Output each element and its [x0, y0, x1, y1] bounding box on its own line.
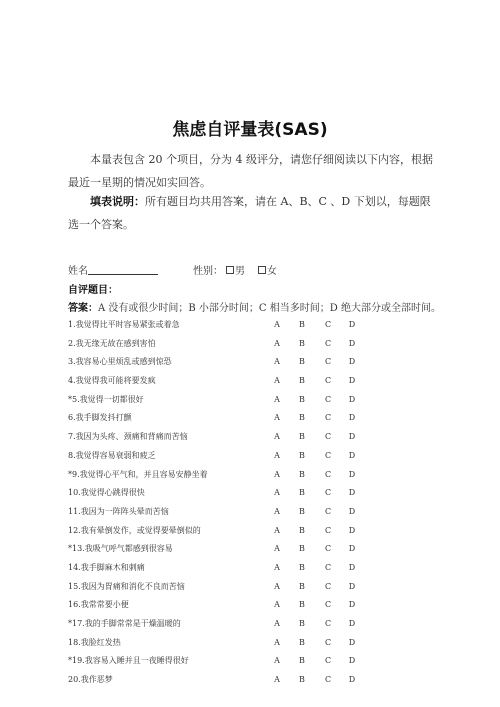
question-text: 20.我作恶梦 [68, 675, 113, 685]
question-text: 1.我觉得比平时容易紧张或着急 [68, 320, 180, 329]
option-a[interactable]: A [274, 656, 280, 666]
option-d[interactable]: D [348, 656, 356, 666]
option-c[interactable]: C [324, 320, 332, 329]
instructions-label: 填表说明： [90, 195, 145, 208]
option-b[interactable]: B [299, 338, 305, 348]
sex-field [193, 262, 277, 277]
option-b[interactable]: B [299, 488, 305, 498]
sex-label: 性别： [193, 266, 223, 277]
option-a[interactable]: A [274, 488, 280, 498]
option-b[interactable]: B [299, 544, 305, 554]
question-row [68, 430, 368, 449]
answer-key [68, 299, 448, 314]
option-d[interactable]: D [348, 600, 356, 610]
option-c[interactable]: C [324, 338, 332, 348]
option-d[interactable]: D [348, 544, 356, 554]
option-b[interactable]: B [299, 656, 305, 666]
option-d[interactable]: D [348, 619, 356, 628]
respondent-info-row [68, 262, 448, 276]
option-b[interactable]: B [299, 562, 305, 572]
question-text: *9.我觉得心平气和，并且容易安静坐着 [68, 469, 208, 479]
option-b[interactable]: B [299, 469, 305, 479]
question-text: *13.我吸气呼气都感到很容易 [68, 544, 173, 554]
option-c[interactable]: C [324, 600, 332, 610]
question-text: 10.我觉得心跳得很快 [68, 488, 145, 498]
option-c[interactable]: C [324, 469, 332, 479]
option-b[interactable]: B [299, 413, 305, 423]
question-text: *19.我容易入睡并且一夜睡得很好 [68, 656, 189, 666]
question-text: 7.我因为头疼、颈痛和背痛而苦恼 [68, 432, 188, 442]
option-a[interactable]: A [274, 544, 280, 554]
option-d[interactable]: D [348, 469, 356, 479]
option-b[interactable]: B [299, 600, 305, 610]
option-c[interactable]: C [324, 562, 332, 572]
answer-key-text: A 没有或很少时间；B 小部分时间；C 相当多时间；D 绝大部分或全部时间。 [98, 303, 441, 314]
intro-paragraph: 本量表包含 20 个项目，分为 4 级评分，请您仔细阅读以下内容，根据最近一星期的情况如实回答。 [68, 153, 433, 189]
option-c[interactable]: C [324, 637, 332, 647]
option-a[interactable]: A [274, 675, 280, 685]
option-c[interactable]: C [324, 376, 332, 386]
name-field[interactable] [88, 274, 158, 275]
option-b[interactable]: B [299, 506, 305, 516]
option-a[interactable]: A [274, 600, 280, 610]
question-row [68, 505, 368, 524]
option-d[interactable]: D [348, 581, 356, 591]
option-c[interactable]: C [324, 413, 332, 423]
option-a[interactable]: A [274, 413, 280, 423]
male-label: 男 [235, 266, 245, 277]
option-d[interactable]: D [348, 506, 356, 516]
option-c[interactable]: C [324, 544, 332, 554]
option-b[interactable]: B [299, 581, 305, 591]
option-c[interactable]: C [324, 450, 332, 460]
option-a[interactable]: A [274, 357, 280, 367]
option-d[interactable]: D [348, 432, 356, 442]
question-text: 8.我觉得容易衰弱和疲乏 [68, 450, 156, 460]
option-a[interactable]: A [274, 619, 280, 628]
question-row [68, 617, 368, 636]
option-a[interactable]: A [274, 450, 280, 460]
question-row [68, 636, 368, 655]
option-c[interactable]: C [324, 394, 332, 404]
question-row [68, 355, 368, 374]
page-title: 焦虑自评量表(SAS) [172, 120, 328, 140]
question-list [68, 318, 368, 692]
option-d[interactable]: D [348, 525, 356, 535]
question-row [68, 673, 368, 692]
question-row [68, 654, 368, 673]
instructions-text: 所有题目均共用答案，请在 A、B、C 、D 下划以，每题限选一个答案。 [68, 195, 431, 231]
option-a[interactable]: A [274, 581, 280, 591]
instructions-paragraph [68, 190, 438, 236]
option-c[interactable]: C [324, 675, 332, 685]
option-b[interactable]: B [299, 619, 305, 628]
question-row [68, 580, 368, 599]
question-row [68, 486, 368, 505]
name-label: 姓名 [68, 266, 88, 277]
option-b[interactable]: B [299, 675, 305, 685]
question-row [68, 374, 368, 393]
option-d[interactable]: D [348, 376, 356, 386]
question-row [68, 561, 368, 580]
question-text: 12.我有晕倒发作，或觉得要晕倒似的 [68, 525, 201, 535]
question-row [68, 542, 368, 561]
option-b[interactable]: B [299, 320, 305, 329]
option-b[interactable]: B [299, 394, 305, 404]
option-d[interactable]: D [348, 357, 356, 367]
question-row [68, 318, 368, 337]
option-d[interactable]: D [348, 394, 356, 404]
option-a[interactable]: A [274, 376, 280, 386]
option-c[interactable]: C [324, 581, 332, 591]
option-b[interactable]: B [299, 637, 305, 647]
option-a[interactable]: A [274, 320, 280, 329]
option-b[interactable]: B [299, 450, 305, 460]
option-c[interactable]: C [324, 506, 332, 516]
option-b[interactable]: B [299, 357, 305, 367]
question-text: 18.我脸红发热 [68, 637, 121, 647]
question-row [68, 468, 368, 487]
option-a[interactable]: A [274, 506, 280, 516]
question-row [68, 524, 368, 543]
question-row [68, 337, 368, 356]
question-text: *5.我觉得一切都很好 [68, 394, 144, 404]
option-a[interactable]: A [274, 637, 280, 647]
option-c[interactable]: C [324, 488, 332, 498]
option-d[interactable]: D [348, 320, 356, 329]
option-b[interactable]: B [299, 376, 305, 386]
option-d[interactable]: D [348, 338, 356, 348]
question-text: 4.我觉得我可能将要发疯 [68, 376, 156, 386]
question-text: 16.我常常要小便 [68, 600, 129, 610]
question-text: 3.我容易心里烦乱或感到惊恐 [68, 357, 172, 367]
option-b[interactable]: B [299, 525, 305, 535]
option-a[interactable]: A [274, 525, 280, 535]
female-label: 女 [267, 266, 277, 277]
option-c[interactable]: C [324, 656, 332, 666]
option-c[interactable]: C [324, 432, 332, 442]
option-d[interactable]: D [348, 488, 356, 498]
question-text: 2.我无缘无故在感到害怕 [68, 338, 156, 348]
answer-key-label: 答案： [68, 303, 98, 314]
question-text: 14.我手脚麻木和刺痛 [68, 562, 145, 572]
option-d[interactable]: D [348, 637, 356, 647]
option-a[interactable]: A [274, 338, 280, 348]
question-text: 15.我因为胃痛和消化不良而苦恼 [68, 581, 185, 591]
option-d[interactable]: D [348, 413, 356, 423]
option-a[interactable]: A [274, 394, 280, 404]
question-row [68, 411, 368, 430]
option-a[interactable]: A [274, 469, 280, 479]
option-c[interactable]: C [324, 357, 332, 367]
question-row [68, 598, 368, 617]
female-checkbox[interactable] [258, 266, 266, 274]
option-c[interactable]: C [324, 525, 332, 535]
option-d[interactable]: D [348, 562, 356, 572]
male-checkbox[interactable] [226, 266, 234, 274]
option-b[interactable]: B [299, 432, 305, 442]
option-d[interactable]: D [348, 450, 356, 460]
question-text: *17.我的手脚常常是干燥温暖的 [68, 619, 181, 628]
question-row [68, 449, 368, 468]
option-c[interactable]: C [324, 619, 332, 628]
question-text: 11.我因为一阵阵头晕而苦恼 [68, 506, 169, 516]
option-d[interactable]: D [348, 675, 356, 685]
question-row [68, 393, 368, 412]
question-text: 6.我手脚发抖打颤 [68, 413, 132, 423]
option-a[interactable]: A [274, 432, 280, 442]
option-a[interactable]: A [274, 562, 280, 572]
section-heading: 自评题目： [68, 285, 118, 296]
